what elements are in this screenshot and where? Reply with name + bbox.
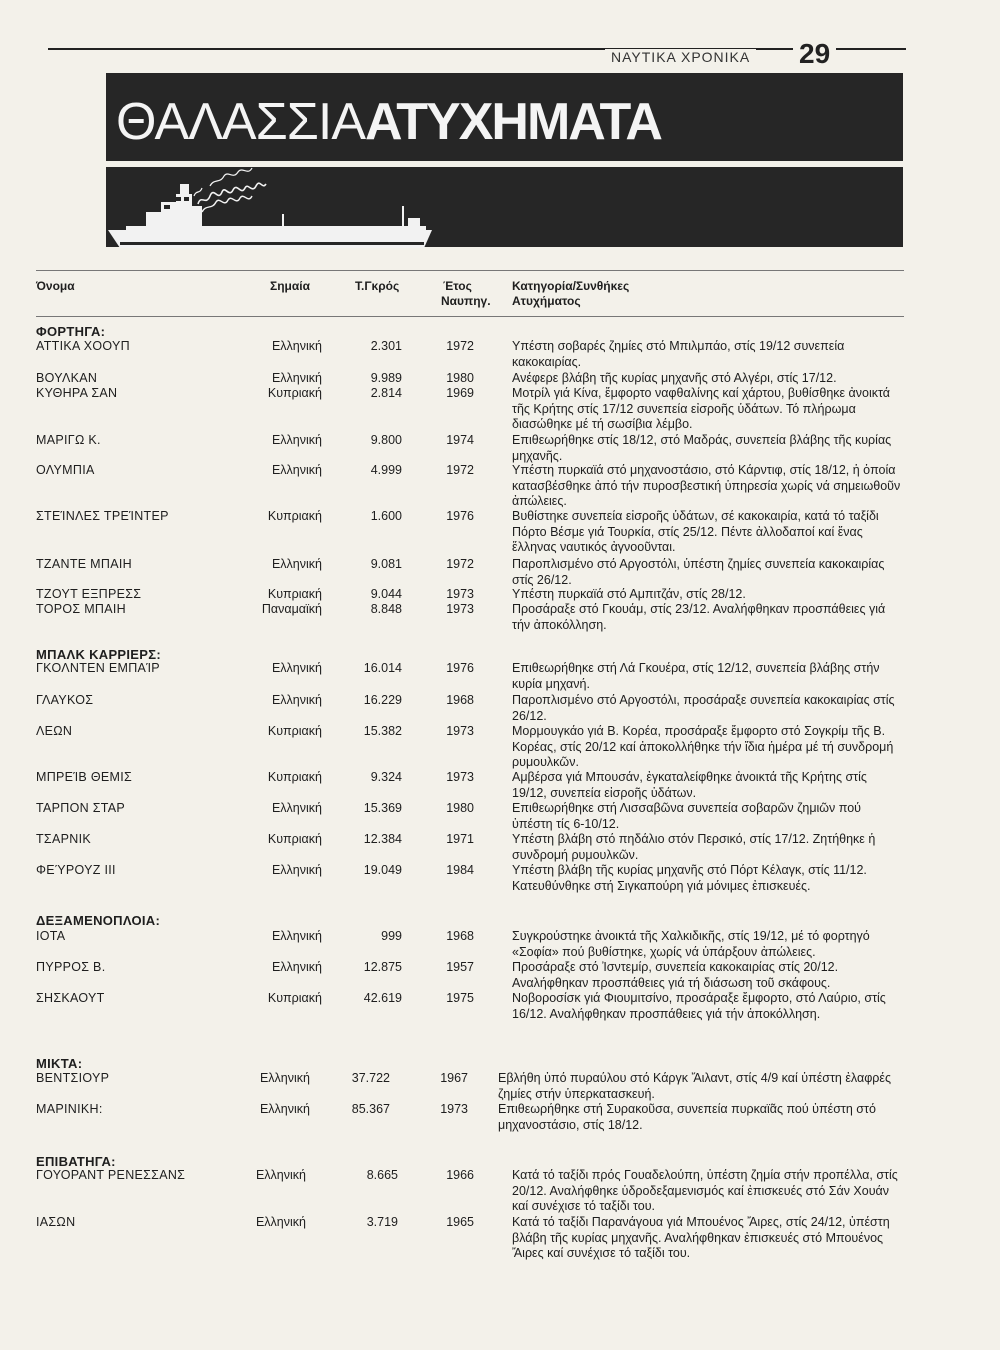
incident-description: Προσάραξε στό Ἰσντεμίρ, συνεπεία κακοκαιρίας στίς 20/12. Αναλήφθηκαν προσπάθειες γιά τή διάσωση τοῦ σκάφους. (512, 960, 839, 990)
ship-grt: 1.600 (370, 509, 402, 523)
burning-ship-illustration (106, 150, 446, 262)
ship-name: ΚΥΘΗΡΑ ΣΑΝ (36, 386, 118, 400)
ship-year: 1973 (446, 587, 474, 601)
ship-flag: Κυπριακή (267, 724, 322, 738)
ship-grt: 9.324 (370, 770, 402, 784)
incident-description: Υπέστη βλάβη στό πηδάλιο στόν Περσικό, στίς 17/12. Ζητήθηκε ἡ συνδρομή ρυμουλκῶν. (512, 832, 876, 862)
incident-description: Επιθεωρήθηκε στή Συρακοῦσα, συνεπεία πυρκαϊᾶς πού ὑπέστη στό μηχανοστάσιο, στίς 18/12. (498, 1102, 876, 1132)
ship-year: 1973 (446, 724, 474, 738)
col-header-year-line1: Έτος (443, 279, 472, 293)
ship-flag: Ελληνική (255, 1215, 306, 1229)
incident-description: Υπέστη βλάβη τῆς κυρίας μηχανῆς στό Πόρτ Κέλαγκ, στίς 11/12. Κατευθύνθηκε στή Σιγκαπούρη γιά μόνιμες ἐπισκευές. (512, 863, 867, 893)
ship-flag: Ελληνική (271, 557, 322, 571)
ship-year: 1968 (446, 929, 474, 943)
ship-flag: Ελληνική (271, 960, 322, 974)
ship-name: ΙΑΣΩΝ (36, 1215, 76, 1229)
ship-flag: Ελληνική (271, 801, 322, 815)
ship-grt: 12.875 (363, 960, 402, 974)
ship-grt: 42.619 (363, 991, 402, 1005)
col-header-year-line2: Ναυπηγ. (441, 294, 491, 308)
ship-grt: 16.229 (363, 693, 402, 707)
incident-description: Μορμουγκάο γιά Β. Κορέα, προσάραξε ἔμφορτο στό Σογκρίμ τῆς Β. Κορέας, στίς 20/12 καί ἀποκολλήθηκε τήν ἴδια ἡμέρα μέ τή συνδρομή ρυμουλκῶν. (512, 724, 894, 769)
ship-grt: 19.049 (363, 863, 402, 877)
ship-name: ΦΕΎΡΟΥΖ ΙΙΙ (36, 863, 116, 877)
page-title (116, 93, 661, 151)
title-light: ΘΑΛΑΣΣΙΑ (116, 93, 366, 151)
ship-flag: Ελληνική (271, 463, 322, 477)
ship-name: ΜΠΡΕΊΒ ΘΕΜΙΣ (36, 770, 132, 784)
ship-name: ΤΖΟΥΤ ΕΞΠΡΕΣΣ (36, 587, 142, 601)
ship-flag: Κυπριακή (267, 587, 322, 601)
incident-description: Υπέστη σοβαρές ζημίες στό Μπιλμπάο, στίς 19/12 συνεπεία κακοκαιρίας. (512, 339, 845, 369)
section-title: ΕΠΙΒΑΤΗΓΑ: (36, 1154, 116, 1169)
ship-name: ΙΟΤΑ (36, 929, 66, 943)
ship-grt: 9.044 (370, 587, 402, 601)
title-bold: ΑΤΥΧΗΜΑΤΑ (365, 93, 661, 151)
ship-year: 1973 (446, 602, 474, 616)
incident-description: Συγκρούστηκε ἀνοικτά τῆς Χαλκιδικῆς, στίς 19/12, μέ τό φορτηγό «Σοφία» πού βυθίστηκε, χωρίς νά ὑπάρξουν ἀπώλειες. (512, 929, 870, 959)
incident-description: Αμβέρσα γιά Μπουσάν, ἐγκαταλείφθηκε ἀνοικτά τῆς Κρήτης στίς 19/12, συνεπεία εἰσροῆς ὑδάτων. (512, 770, 867, 800)
incident-description: Επιθεωρήθηκε στίς 18/12, στό Μαδράς, συνεπεία βλάβης τῆς κυρίας μηχανῆς. (512, 433, 892, 463)
ship-flag: Ελληνική (259, 1071, 310, 1085)
ship-grt: 2.814 (370, 386, 402, 400)
ship-year: 1976 (446, 661, 474, 675)
ship-year: 1967 (440, 1071, 468, 1085)
col-header-grt: Τ.Γκρός (355, 279, 400, 293)
ship-year: 1966 (446, 1168, 474, 1182)
col-header-desc-line1: Κατηγορία/Συνθήκες (512, 279, 630, 293)
table-top-rule (36, 270, 904, 271)
ship-name: ΣΗΣΚΑΟΥΤ (36, 991, 105, 1005)
ship-grt: 2.301 (370, 339, 402, 353)
ship-flag: Ελληνική (271, 661, 322, 675)
ship-year: 1976 (446, 509, 474, 523)
ship-year: 1957 (446, 960, 474, 974)
incident-description: Εβλήθη ὑπό πυραύλου στό Κάργκ Ἄιλαντ, στίς 4/9 καί ὑπέστη ἐλαφρές ζημίες στήν ὑπερκατασκευή. (498, 1071, 892, 1101)
ship-grt: 8.848 (370, 602, 402, 616)
section-title: ΜΠΑΛΚ ΚΑΡΡΙΕΡΣ: (36, 647, 161, 662)
ship-grt: 15.369 (363, 801, 402, 815)
ship-year: 1980 (446, 801, 474, 815)
incident-description: Βυθίστηκε συνεπεία εἰσροῆς ὑδάτων, σέ κακοκαιρία, κατά τό ταξίδι Πόρτο Βέσμε γιά Τουρκία, στίς 25/12. Πέντε ἀλλοδαποί καί ἕνας ἕλληνας ναυτικός ἀγνοοῦνται. (512, 509, 879, 554)
ship-year: 1973 (440, 1102, 468, 1116)
table-header-rule (36, 316, 904, 317)
ship-flag: Ελληνική (271, 693, 322, 707)
ship-flag: Ελληνική (271, 929, 322, 943)
ship-name: ΓΟΥΟΡΑΝΤ ΡΕΝΕΣΣΑΝΣ (36, 1168, 186, 1182)
ship-grt: 4.999 (370, 463, 402, 477)
col-header-year (441, 279, 491, 309)
ship-flag: Κυπριακή (267, 991, 322, 1005)
col-header-desc (512, 279, 629, 309)
ship-flag: Κυπριακή (267, 509, 322, 523)
ship-grt: 12.384 (363, 832, 402, 846)
incident-description: Κατά τό ταξίδι πρός Γουαδελούπη, ὑπέστη ζημία στήν προπέλλα, στίς 20/12. Αναλήφθηκε ὑδροδεξαμενισμός καί ἐπισκευές στό Σάν Χουάν καί συνέχισε τό ταξίδι του. (512, 1168, 898, 1213)
ship-name: ΜΑΡΙΝΙΚΗ: (36, 1102, 103, 1116)
col-header-name: Όνομα (36, 279, 75, 293)
ship-year: 1969 (446, 386, 474, 400)
ship-name: ΤΖΑΝΤΕ ΜΠΑΙΗ (36, 557, 132, 571)
ship-flag: Ελληνική (271, 339, 322, 353)
ship-name: ΠΥΡΡΟΣ Β. (36, 960, 106, 974)
ship-flag: Ελληνική (271, 433, 322, 447)
ship-name: ΒΕΝΤΣΙΟΥΡ (36, 1071, 110, 1085)
incident-description: Κατά τό ταξίδι Παρανάγουα γιά Μπουένος Ἄιρες, στίς 24/12, ὑπέστη βλάβη τῆς κυρίας μηχανῆς. Αναλήφθηκαν ἐπισκευές στό Μπουένος Ἄιρες καί συνέχισε τό ταξίδι του. (512, 1215, 890, 1260)
incident-description: Ανέφερε βλάβη τῆς κυρίας μηχανῆς στό Αλγέρι, στίς 17/12. (512, 371, 837, 385)
ship-grt: 8.665 (366, 1168, 398, 1182)
ship-flag: Κυπριακή (267, 832, 322, 846)
incident-description: Μοτρίλ γιά Κίνα, ἔμφορτο ναφθαλίνης καί χάρτου, βυθίσθηκε ἀνοικτά τῆς Κρήτης στίς 17/12 συνεπεία εἰσροῆς ὑδάτων. Τό πλήρωμα διασώθηκε μέ τή σωσίβια λέμβο. (512, 386, 891, 431)
incident-description: Επιθεωρήθηκε στή Λισσαβῶνα συνεπεία σοβαρῶν ζημιῶν πού ὑπέστη τίς 6-10/12. (512, 801, 862, 831)
ship-grt: 999 (381, 929, 402, 943)
ship-year: 1965 (446, 1215, 474, 1229)
ship-flag: Ελληνική (271, 371, 322, 385)
ship-name: ΤΟΡΟΣ ΜΠΑΙΗ (36, 602, 126, 616)
ship-grt: 9.081 (370, 557, 402, 571)
ship-name: ΤΑΡΠΟΝ ΣΤΑΡ (36, 801, 126, 815)
incident-description: Υπέστη πυρκαϊά στό Αμπιτζάν, στίς 28/12. (512, 587, 746, 601)
ship-name: ΜΑΡΙΓΩ Κ. (36, 433, 101, 447)
ship-flag: Κυπριακή (267, 386, 322, 400)
header-rule (48, 48, 906, 50)
incident-description: Επιθεωρήθηκε στή Λά Γκουέρα, στίς 12/12, συνεπεία βλάβης στήν κυρία μηχανή. (512, 661, 880, 691)
ship-name: ΟΛΥΜΠΙΑ (36, 463, 95, 477)
incident-description: Παροπλισμένο στό Αργοστόλι, ὑπέστη ζημίες συνεπεία κακοκαιρίας στίς 26/12. (512, 557, 885, 587)
ship-year: 1972 (446, 463, 474, 477)
ship-grt: 16.014 (363, 661, 402, 675)
ship-grt: 9.800 (370, 433, 402, 447)
ship-grt: 3.719 (366, 1215, 398, 1229)
ship-name: ΤΣΑΡΝΙΚ (36, 832, 91, 846)
ship-year: 1972 (446, 339, 474, 353)
ship-grt: 9.989 (370, 371, 402, 385)
ship-year: 1984 (446, 863, 474, 877)
section-title: ΔΕΞΑΜΕΝΟΠΛΟΙΑ: (36, 913, 161, 928)
ship-year: 1980 (446, 371, 474, 385)
ship-year: 1973 (446, 770, 474, 784)
page-number: 29 (793, 38, 836, 70)
ship-name: ΓΛΑΥΚΟΣ (36, 693, 94, 707)
ship-year: 1968 (446, 693, 474, 707)
section-title: ΜΙΚΤΑ: (36, 1056, 83, 1071)
ship-flag: Κυπριακή (267, 770, 322, 784)
col-header-flag: Σημαία (270, 279, 310, 293)
incident-description: Παροπλισμένο στό Αργοστόλι, προσάραξε συνεπεία κακοκαιρίας στίς 26/12. (512, 693, 895, 723)
col-header-desc-line2: Ατυχήματος (512, 294, 581, 308)
ship-name: ΛΕΩΝ (36, 724, 73, 738)
magazine-title: ΝΑΥΤΙΚΑ ΧΡΟΝΙΚΑ (605, 49, 756, 65)
ship-grt: 37.722 (351, 1071, 390, 1085)
incident-description: Προσάραξε στό Γκουάμ, στίς 23/12. Αναλήφθηκαν προσπάθειες γιά τήν ἀποκόλληση. (512, 602, 886, 632)
section-title: ΦΟΡΤΗΓΑ: (36, 324, 106, 339)
ship-flag: Ελληνική (255, 1168, 306, 1182)
ship-name: ΓΚΟΛΝΤΕΝ ΕΜΠΑΊΡ (36, 661, 160, 675)
ship-flag: Ελληνική (271, 863, 322, 877)
ship-year: 1974 (446, 433, 474, 447)
ship-grt: 85.367 (351, 1102, 390, 1116)
ship-name: ΣΤΕΊΝΛΕΣ ΤΡΕΊΝΤΕΡ (36, 509, 169, 523)
ship-year: 1972 (446, 557, 474, 571)
incident-description: Υπέστη πυρκαϊά στό μηχανοστάσιο, στό Κάρντιφ, στίς 18/12, ἡ ὁποία κατασβέσθηκε ἀπό τήν πυροσβεστική ὑπηρεσία χωρίς νά σημειωθοῦν ἀπώλειες. (512, 463, 901, 508)
ship-flag: Παναμαϊκή (261, 602, 322, 616)
ship-flag: Ελληνική (259, 1102, 310, 1116)
ship-year: 1975 (446, 991, 474, 1005)
ship-grt: 15.382 (363, 724, 402, 738)
incident-description: Νοβοροσίσκ γιά Φιουμιτσίνο, προσάραξε ἔμφορτο, στό Λαύριο, στίς 16/12. Αναλήφθηκαν προσπάθειες γιά τήν ἀποκόλληση. (512, 991, 886, 1021)
ship-name: ΑΤΤΙΚΑ ΧΟΟΥΠ (36, 339, 130, 353)
ship-name: ΒΟΥΛΚΑΝ (36, 371, 98, 385)
ship-year: 1971 (446, 832, 474, 846)
